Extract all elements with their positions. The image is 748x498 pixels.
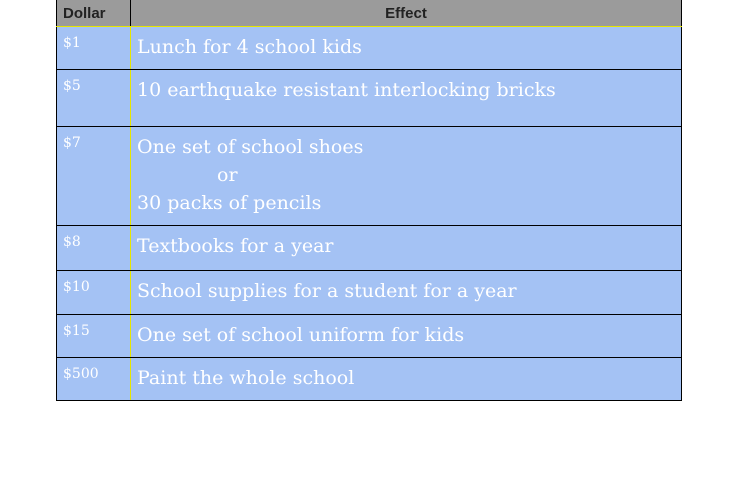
donation-table: [56, 0, 682, 401]
table-row: [57, 27, 682, 70]
effect-cell: [131, 271, 682, 315]
effect-text: 10 earthquake resistant interlocking bricks: [137, 79, 556, 101]
dollar-cell: $5: [57, 70, 131, 127]
effect-text: 30 packs of pencils: [137, 192, 322, 214]
effect-cell: [131, 315, 682, 358]
table-row: [57, 226, 682, 271]
table-row: [57, 127, 682, 226]
table-row: [57, 271, 682, 315]
effect-cell: [131, 127, 682, 226]
dollar-cell: $7: [57, 127, 131, 226]
effect-text: Textbooks for a year: [137, 235, 334, 257]
effect-text: Lunch for 4 school kids: [137, 36, 362, 58]
header-dollar: Dollar: [57, 0, 131, 27]
dollar-cell: $10: [57, 271, 131, 315]
table-row: [57, 315, 682, 358]
dollar-cell: $1: [57, 27, 131, 70]
table-header-row: [57, 0, 682, 27]
effect-cell: [131, 226, 682, 271]
effect-cell: [131, 358, 682, 401]
header-effect: Effect: [131, 0, 682, 27]
table-row: [57, 70, 682, 127]
effect-text: One set of school shoes: [137, 136, 364, 158]
dollar-cell: $500: [57, 358, 131, 401]
table-row: [57, 358, 682, 401]
dollar-cell: $15: [57, 315, 131, 358]
effect-text: Paint the whole school: [137, 367, 355, 389]
effect-text: One set of school uniform for kids: [137, 324, 465, 346]
effect-cell: [131, 70, 682, 127]
effect-text-or: or: [217, 164, 238, 186]
donation-table-container: [56, 0, 681, 401]
effect-text: School supplies for a student for a year: [137, 280, 517, 302]
dollar-cell: $8: [57, 226, 131, 271]
effect-cell: [131, 27, 682, 70]
